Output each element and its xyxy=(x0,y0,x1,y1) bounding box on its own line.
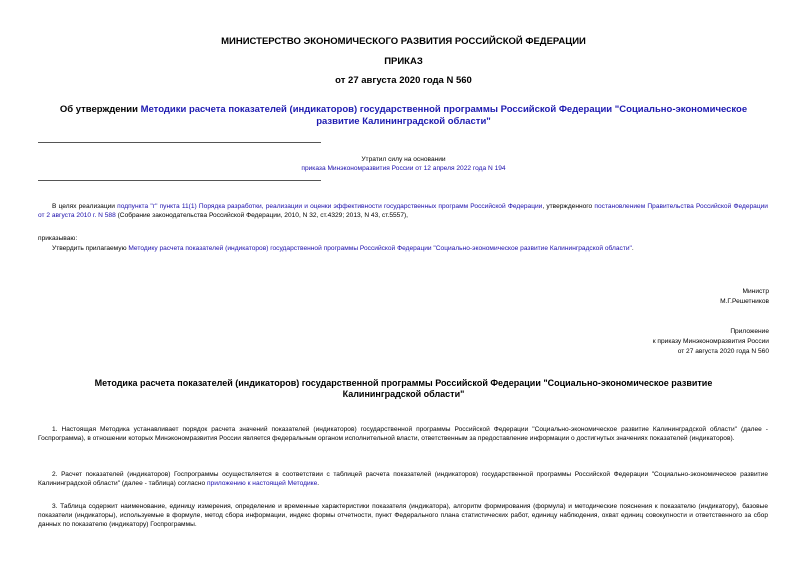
preamble-link-resolution[interactable]: постановлением Правительства Российской Федерации от 2 августа 2010 г. N 588 xyxy=(38,203,768,219)
order-text-1: Утвердить прилагаемую xyxy=(52,245,129,252)
doc-title-link[interactable]: Методики расчета показателей (индикаторов) государственной программы Российской Федерации "Социально-экономическое развитие Калининградской области" xyxy=(140,104,748,127)
signature-name: М.Г.Решетников xyxy=(720,298,769,305)
signature-position: Министр xyxy=(742,288,769,295)
repeal-notice-line: Утратил силу на основании xyxy=(361,156,446,163)
order-link-methodology[interactable]: Методику расчета показателей (индикаторов) государственной программы Российской Федерации "Социально-экономическое развитие Калининградской области" xyxy=(128,245,632,252)
doc-title xyxy=(40,104,767,128)
repeal-notice-link[interactable]: приказа Минэкономразвития России от 12 апреля 2022 года N 194 xyxy=(301,165,506,172)
appendix-to: к приказу Минэкономразвития России xyxy=(652,338,769,345)
ministry-heading: МИНИСТЕРСТВО ЭКОНОМИЧЕСКОГО РАЗВИТИЯ РОССИЙСКОЙ ФЕДЕРАЦИИ xyxy=(221,36,586,47)
paragraph-2-appendix-link[interactable]: приложению к настоящей Методике xyxy=(206,480,318,487)
preamble-text-3: (Собрание законодательства Российской Федерации, 2010, N 32, ст.4329; 2013, N 43, ст.5557), xyxy=(115,212,409,219)
preamble-text-1: В целях реализации xyxy=(52,203,118,210)
methodology-paragraph-3: 3. Таблица содержит наименование, единицу измерения, определение и временные характеристики показателя (индикатора), алгоритм формирования (формула) и методические пояснения к показателю (индикатору), базовые показатели (индикаторы), используемые в формуле, метод сбора информации, индекс формы отчетности, пункт Федерального плана статистических работ, единицу наблюдения, охват единиц совокупности и ответственного за сбор данных по показателю (индикатору) Госпрограммы. xyxy=(38,503,768,528)
preamble-text-2: , утвержденного xyxy=(542,203,595,210)
methodology-paragraph-2 xyxy=(38,470,768,488)
appendix-date: от 27 августа 2020 года N 560 xyxy=(677,348,769,355)
doc-title-prefix: Об утверждении xyxy=(59,104,141,115)
doc-date: от 27 августа 2020 года N 560 xyxy=(335,75,472,86)
methodology-title: Методика расчета показателей (индикаторов) государственной программы Российской Федерации "Социально-экономическое развитие Калининградской области" xyxy=(94,378,713,399)
paragraph-2-text: 2. Расчет показателей (индикаторов) Госпрограммы осуществляется в соответствии с таблицей расчета показателей (индикаторов) государственной программы Российской Федерации "Социально-экономическое развитие Калининградской области" (далее - таблица) согласно xyxy=(38,471,768,487)
paragraph-2-end: . xyxy=(317,480,320,487)
divider-bottom xyxy=(38,180,321,181)
preamble-link-procedure[interactable]: подпункта "г" пункта 11(1) Порядка разработки, реализации и оценки эффективности государственных программ Российской Федерации xyxy=(117,203,543,210)
divider-top xyxy=(38,142,321,143)
methodology-paragraph-1: 1. Настоящая Методика устанавливает порядок расчета значений показателей (индикаторов) государственной программы Российской Федерации "Социально-экономическое развитие Калининградской области" (далее - Госпрограмма), в отношении которых Минэкономразвития России является федеральным органом исполнительной власти, ответственным за предоставление информации о достигнутых значениях показателей (индикаторов). xyxy=(38,426,768,442)
order-word: приказываю: xyxy=(38,235,78,242)
doc-type: ПРИКАЗ xyxy=(384,56,423,67)
appendix-label: Приложение xyxy=(730,328,769,335)
order-paragraph xyxy=(38,244,768,253)
preamble-paragraph xyxy=(38,202,768,220)
order-text-2: . xyxy=(631,245,634,252)
